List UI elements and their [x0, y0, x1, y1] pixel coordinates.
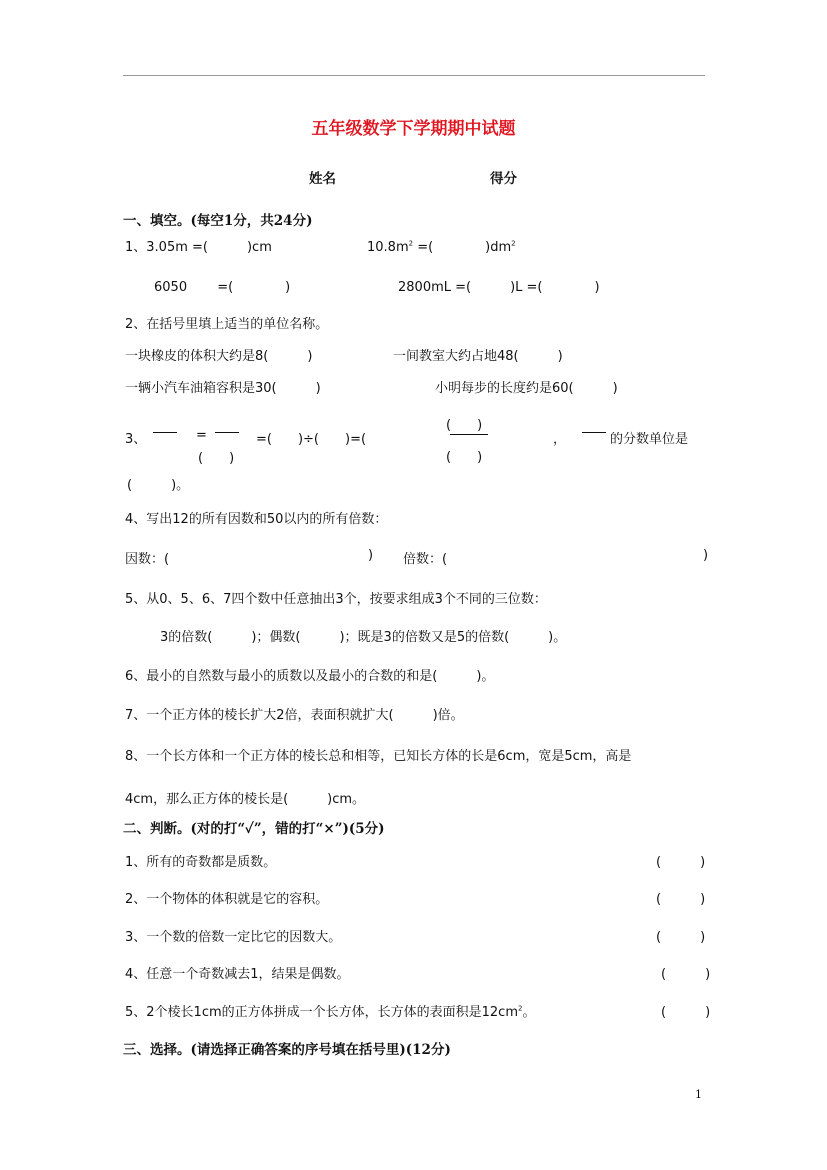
header-rule: [123, 75, 705, 76]
q1d: 2800mL =( )L =( ): [398, 280, 600, 295]
fraction-bar: [153, 432, 177, 433]
q6: 6、最小的自然数与最小的质数以及最小的合数的和是( )。: [125, 669, 495, 684]
score-label: 得分: [490, 171, 517, 187]
q4-factors-close: ): [368, 548, 374, 563]
judge-bracket-3: ( ): [656, 930, 706, 945]
q3-number: 3、: [125, 432, 147, 447]
q2-prompt: 2、在括号里填上适当的单位名称。: [125, 317, 329, 332]
name-label: 姓名: [309, 171, 336, 187]
q4-prompt: 4、写出12的所有因数和50以内的所有倍数：: [125, 512, 388, 527]
q3-expression: =( )÷( )=(: [256, 432, 367, 447]
q5-answers: 3的倍数( )；偶数( )；既是3的倍数又是5的倍数( )。: [160, 630, 567, 645]
q4-multiples: 倍数：(: [403, 552, 448, 567]
section3-heading: 三、选择。(请选择正确答案的序号填在括号里)(12分): [123, 1042, 451, 1058]
q5-prompt: 5、从0、5、6、7四个数中任意抽出3个，按要求组成3个不同的三位数：: [125, 592, 547, 607]
section1-heading: 一、填空。(每空1分，共24分): [123, 213, 313, 229]
q3-denominator: ( ): [198, 451, 235, 466]
q3-frac-bottom: ( ): [446, 450, 483, 465]
q2b: 一间教室大约占地48( ): [393, 349, 563, 364]
q3-comma: ，: [553, 432, 567, 447]
page-number: 1: [695, 1088, 702, 1101]
q1b: $10.8m^2$ =( )$dm^2$: [367, 239, 516, 255]
q8-line2: 4cm，那么正方体的棱长是( )cm。: [125, 792, 366, 807]
judge-item-3: 3、一个数的倍数一定比它的因数大。: [125, 930, 342, 945]
q4-multiples-close: ): [703, 548, 709, 563]
q4-factors: 因数：(: [125, 552, 170, 567]
q3-end: ( )。: [127, 478, 190, 493]
judge-bracket-5: ( ): [661, 1005, 711, 1020]
fraction-bar: [215, 432, 239, 433]
q7: 7、一个正方体的棱长扩大2倍，表面积就扩大( )倍。: [125, 708, 464, 723]
judge-item-2: 2、一个物体的体积就是它的容积。: [125, 892, 329, 907]
q2c: 一辆小汽车油箱容积是30( ): [125, 381, 321, 396]
judge-bracket-1: ( ): [656, 855, 706, 870]
q3-tail: 的分数单位是: [610, 432, 689, 447]
judge-bracket-4: ( ): [661, 967, 711, 982]
q3-equals: =: [196, 428, 207, 443]
q3-frac-top: ( ): [446, 418, 483, 433]
judge-item-5: 5、2个棱长1cm的正方体拼成一个长方体，长方体的表面积是$12cm^2$。: [125, 1004, 536, 1020]
q2d: 小明每步的长度约是60( ): [435, 381, 618, 396]
fraction-bar: [582, 432, 606, 433]
q1a: 1、3.05m =( )cm: [125, 240, 272, 255]
page-title: 五年级数学下学期期中试题: [311, 119, 516, 139]
fraction-bar: [450, 434, 488, 435]
q8-line1: 8、一个长方体和一个正方体的棱长总和相等，已知长方体的长是6cm，宽是5cm，高是: [125, 749, 632, 764]
q2a: 一块橡皮的体积大约是8( ): [125, 349, 313, 364]
judge-bracket-2: ( ): [656, 892, 706, 907]
q1c: 6050 =( ): [154, 280, 291, 295]
judge-item-1: 1、所有的奇数都是质数。: [125, 855, 277, 870]
section2-heading: 二、判断。(对的打“✓”，错的打“×”)(5分): [123, 821, 385, 837]
judge-item-4: 4、任意一个奇数减去1，结果是偶数。: [125, 967, 350, 982]
